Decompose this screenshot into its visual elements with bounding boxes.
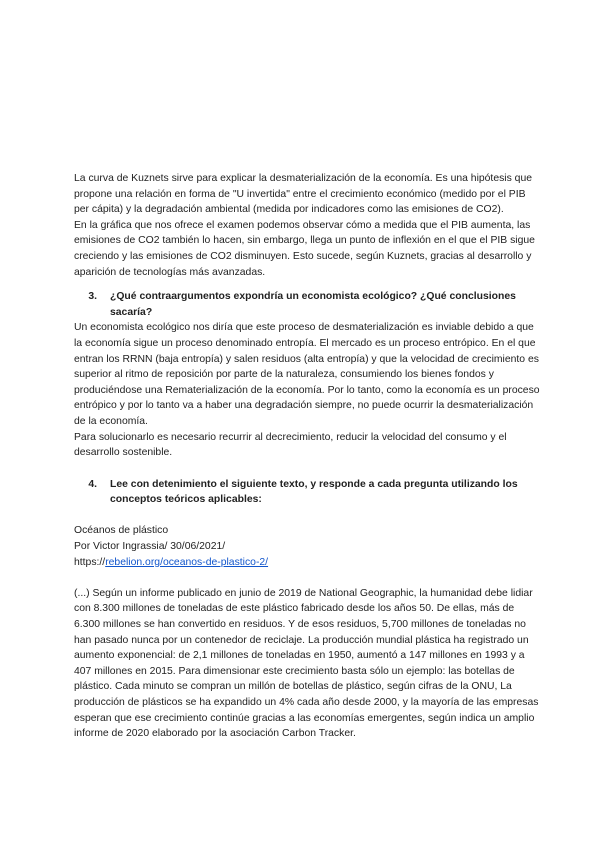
intro-paragraph-1: La curva de Kuznets sirve para explicar la desmaterialización de la economía. Es una hipótesis que propone una relación en forma de "U invertida" entre el crecimiento económico (medido por el PIB per cápita) y la degradación ambiental (medida por indicadores como las emisiones de CO2). [74, 173, 533, 216]
question-3-title: ¿Qué contraargumentos expondría un economista ecológico? ¿Qué conclusiones sacaría? [110, 291, 516, 318]
spacer [74, 570, 540, 586]
question-3-heading [74, 289, 540, 320]
question-4-heading [74, 477, 540, 508]
article-url-prefix: https:// [74, 556, 106, 568]
question-3-number: 3. [88, 291, 97, 303]
question-3-paragraph-2: Para solucionarlo es necesario recurrir al decrecimiento, reducir la velocidad del consumo y el desarrollo sostenible. [74, 431, 507, 459]
question-4-number: 4. [88, 478, 97, 490]
question-3-paragraph-1: Un economista ecológico nos diría que este proceso de desmaterialización es inviable debido a que la economía sigue un proceso denominado entropía. El mercado es un proceso entrópico. En el que entran los RRNN (baja entropía) y salen residuos (alta entropía) y que la velocidad de crecimiento es superior al ritmo de reposición por parte de la naturaleza, consumiendo los bienes fondos y produciéndose una Rematerialización de la economía. Por lo tanto, como la economía es un proceso entrópico y por lo tanto va a haber una degradación siempre, no puede ocurrir la desmaterialización de la economía. [74, 322, 540, 427]
article-byline: Por Victor Ingrassia/ 30/06/2021/ [74, 541, 226, 553]
article-link[interactable]: rebelion.org/oceanos-de-plastico-2/ [105, 556, 269, 568]
article-url [74, 555, 540, 571]
intro-paragraph-2: En la gráfica que nos ofrece el examen podemos observar cómo a medida que el PIB aumenta, las emisiones de CO2 también lo hacen, sin embargo, llega un punto de inflexión en el que el PIB sigue creciendo y las emisiones de CO2 disminuyen. Esto sucede, según Kuznets, gracias al desarrollo y aparición de tecnologías más avanzadas. [74, 219, 535, 278]
question-4-title: Lee con detenimiento el siguiente texto, y responde a cada pregunta utilizando los conceptos teóricos aplicables: [110, 478, 518, 506]
spacer [74, 508, 540, 524]
article-body: (...) Según un informe publicado en junio de 2019 de National Geographic, la humanidad debe lidiar con 8.300 millones de toneladas de este plástico fabricado desde los años 50. De ellas, más de 6.300 millones se han convertido en residuos. Y de esos residuos, 5,700 millones de toneladas no han pasado nunca por un contenedor de reciclaje. La producción mundial plástica ha registrado un aumento exponencial: de 2,1 millones de toneladas en 1950, aumentó a 147 millones en 1993 y a 407 millones en 2015. Para dimensionar este crecimiento basta sólo un ejemplo: las botellas de plástico. Cada minuto se compran un millón de botellas de plástico, según cifras de la ONU, La producción de plásticos se ha expandido un 4% cada año desde 2000, y la mayoría de las empresas esperan que ese crecimiento continúe gracias a las economías emergentes, según indica un amplio informe de 2020 elaborado por la asociación Carbon Tracker. [74, 587, 539, 740]
article-title: Océanos de plástico [74, 525, 169, 537]
